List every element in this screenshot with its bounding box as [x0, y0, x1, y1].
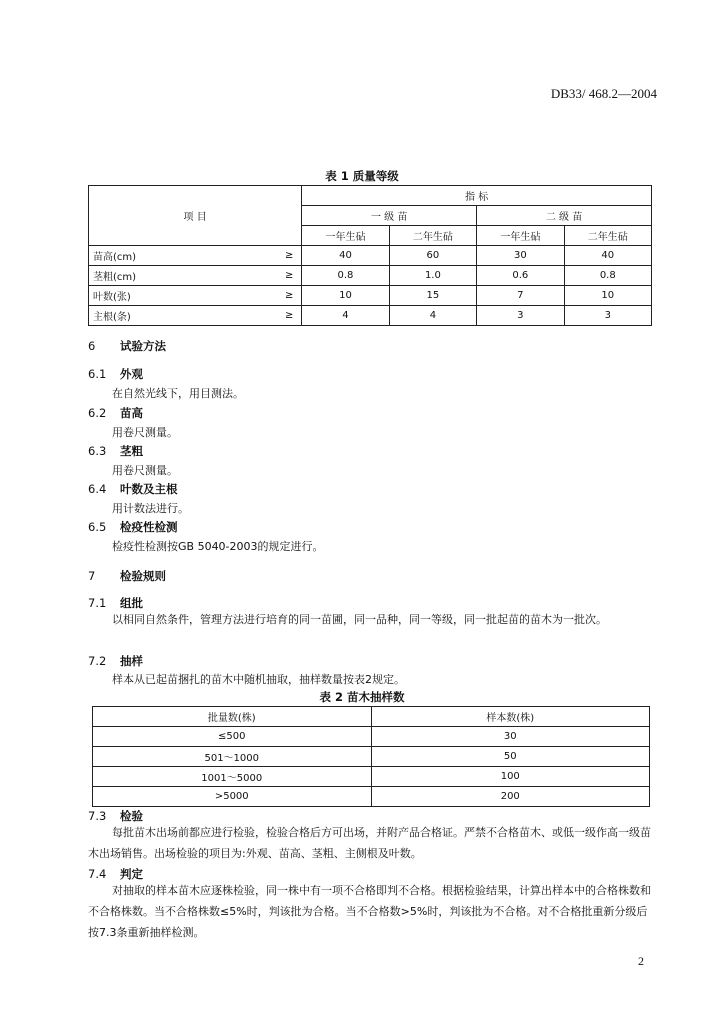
table-row	[93, 727, 650, 747]
sampling-table	[92, 706, 650, 807]
section-6-3-heading	[88, 443, 143, 459]
table-cell: 3	[477, 306, 564, 326]
table1-sub-header: 一年生砧	[477, 226, 564, 246]
section-number: 6	[88, 339, 96, 353]
table-cell: 4	[302, 306, 389, 326]
section-title: 抽样	[120, 654, 143, 668]
section-6-heading	[88, 338, 166, 354]
section-title: 检疫性检测	[120, 520, 178, 534]
section-7-2-heading	[88, 653, 143, 669]
table-cell: ≤500	[93, 727, 372, 747]
table2-header: 批量数(株)	[93, 707, 372, 727]
table-cell: 10	[564, 286, 651, 306]
section-number: 7.3	[88, 809, 107, 823]
section-number: 6.5	[88, 520, 107, 534]
section-number: 6.4	[88, 482, 107, 496]
table-cell: 7	[477, 286, 564, 306]
row-operator: ≥	[277, 306, 302, 326]
section-title: 茎粗	[120, 444, 143, 458]
section-7-3-text: 每批苗木出场前都应进行检验，检验合格后方可出场，并附产品合格证。严禁不合格苗木、或低一级作高一级苗木出场销售。出场检验的项目为:外观、苗高、茎粗、主侧根及叶数。	[88, 826, 651, 860]
table2-header: 样本数(株)	[371, 707, 650, 727]
page-number: 2	[638, 954, 644, 968]
table-row	[93, 747, 650, 767]
table-cell: 40	[564, 246, 651, 266]
table-cell: 0.8	[302, 266, 389, 286]
section-6-4-text: 用计数法进行。	[112, 502, 189, 515]
table1-sub-header: 二年生砧	[389, 226, 476, 246]
section-6-2-heading	[88, 405, 143, 421]
table1-caption: 表 1 质量等级	[325, 169, 399, 183]
row-operator: ≥	[277, 246, 302, 266]
section-number: 7.2	[88, 654, 107, 668]
table-cell: 1001～5000	[93, 767, 372, 787]
section-number: 6.2	[88, 406, 107, 420]
section-6-4-heading	[88, 481, 178, 497]
table-row	[89, 266, 652, 286]
table1-sub-header: 一年生砧	[302, 226, 389, 246]
row-operator: ≥	[277, 286, 302, 306]
section-title: 检验	[120, 809, 143, 823]
table1-index-header: 指 标	[302, 186, 652, 206]
table-cell: 100	[371, 767, 650, 787]
section-number: 6.3	[88, 444, 107, 458]
table-cell: 0.8	[564, 266, 651, 286]
row-operator: ≥	[277, 266, 302, 286]
table2-caption: 表 2 苗木抽样数	[319, 690, 405, 704]
section-6-2-text: 用卷尺测量。	[112, 426, 178, 439]
section-title: 叶数及主根	[120, 482, 178, 496]
row-label: 茎粗(cm)	[89, 266, 278, 286]
table-row	[89, 246, 652, 266]
table-cell: 60	[389, 246, 476, 266]
table-cell: 3	[564, 306, 651, 326]
section-6-1-heading	[88, 366, 143, 382]
section-title: 判定	[120, 867, 143, 881]
table1-sub-header: 二年生砧	[564, 226, 651, 246]
table-cell: 200	[371, 787, 650, 807]
table-cell: 1.0	[389, 266, 476, 286]
section-number: 6.1	[88, 367, 107, 381]
table-cell: 0.6	[477, 266, 564, 286]
section-title: 苗高	[120, 406, 143, 420]
table-row	[93, 787, 650, 807]
section-number: 7.4	[88, 867, 107, 881]
table1-item-header: 项 目	[89, 186, 302, 246]
table-cell: 30	[477, 246, 564, 266]
table1-grade1-header: 一 级 苗	[302, 206, 477, 226]
section-number: 7	[88, 569, 96, 583]
table-cell: >5000	[93, 787, 372, 807]
section-title: 检验规则	[120, 569, 166, 583]
row-label: 苗高(cm)	[89, 246, 278, 266]
section-6-5-heading	[88, 519, 178, 535]
section-title: 试验方法	[120, 339, 166, 353]
table-row	[89, 286, 652, 306]
table-cell: 30	[371, 727, 650, 747]
section-6-5-text: 检疫性检测按GB 5040-2003的规定进行。	[112, 540, 324, 553]
table1-grade2-header: 二 级 苗	[477, 206, 652, 226]
table-cell: 40	[302, 246, 389, 266]
row-label: 主根(条)	[89, 306, 278, 326]
section-7-4-text: 对抽取的样本苗木应逐株检验，同一株中有一项不合格即判不合格。根据检验结果，计算出样本中的合格株数和不合格株数。当不合格株数≤5%时，判该批为合格。当不合格数>5%时，判该批为不合格。对不合格批重新分级后按7.3条重新抽样检测。	[88, 884, 651, 939]
table-cell: 501～1000	[93, 747, 372, 767]
section-7-2-text: 样本从已起苗捆扎的苗木中随机抽取，抽样数量按表2规定。	[112, 673, 405, 686]
table-row	[93, 767, 650, 787]
section-7-1-text: 以相同自然条件，管理方法进行培育的同一苗圃，同一品种，同一等级，同一批起苗的苗木为一批次。	[112, 613, 607, 626]
section-title: 组批	[120, 596, 143, 610]
section-number: 7.1	[88, 596, 107, 610]
section-6-3-text: 用卷尺测量。	[112, 464, 178, 477]
table-cell: 15	[389, 286, 476, 306]
table-cell: 10	[302, 286, 389, 306]
table-cell: 4	[389, 306, 476, 326]
document-code-header: DB33/ 468.2—2004	[550, 86, 657, 101]
section-6-1-text: 在自然光线下，用目测法。	[112, 387, 244, 400]
quality-grade-table	[88, 185, 652, 326]
table-row	[89, 306, 652, 326]
table-cell: 50	[371, 747, 650, 767]
row-label: 叶数(张)	[89, 286, 278, 306]
section-title: 外观	[120, 367, 143, 381]
section-7-heading	[88, 568, 166, 584]
